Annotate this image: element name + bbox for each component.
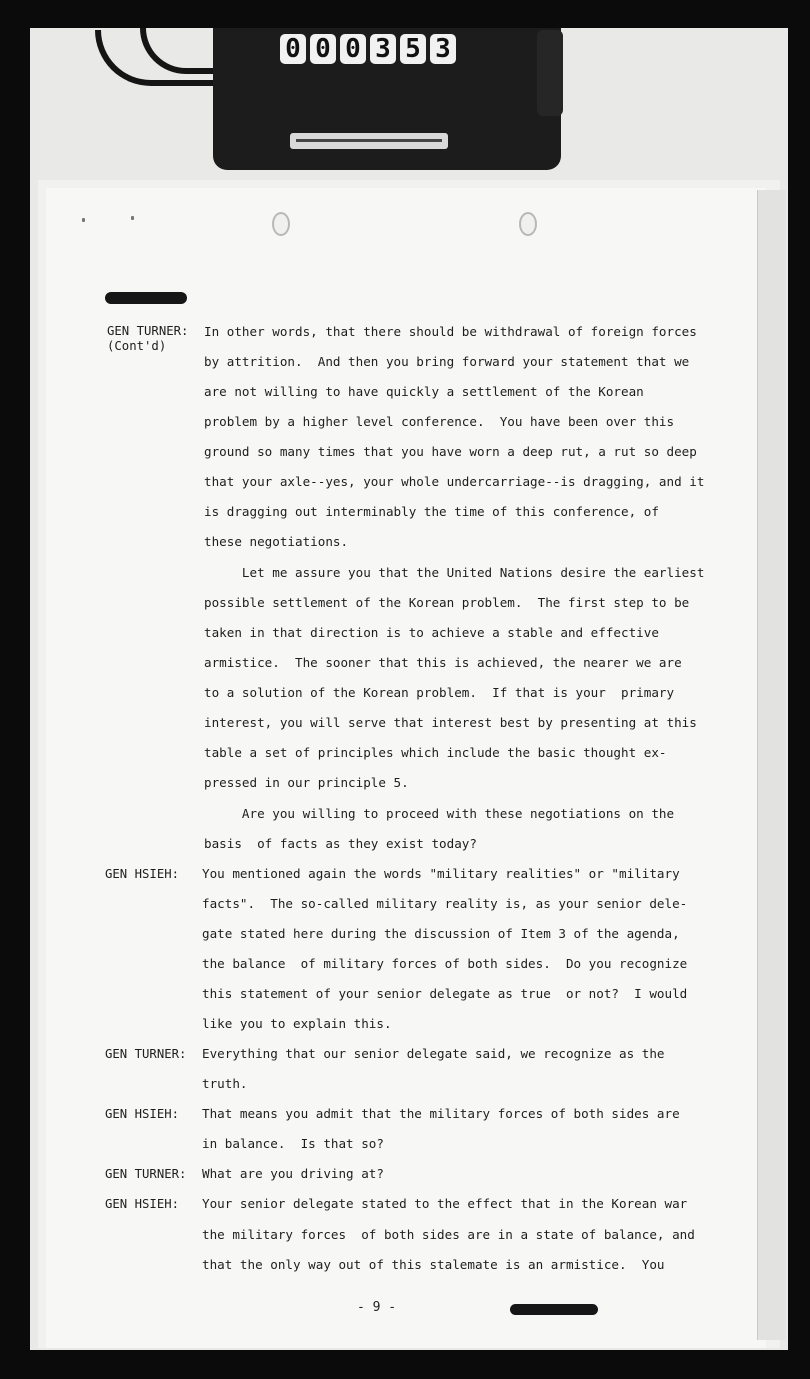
body-line: that the only way out of this stalemate is an armistice. You	[202, 1257, 665, 1272]
body-line: You mentioned again the words "military realities" or "military	[202, 866, 680, 881]
body-line: this statement of your senior delegate as true or not? I would	[202, 986, 688, 1001]
body-line: in balance. Is that so?	[202, 1136, 384, 1151]
body-line: basis of facts as they exist today?	[204, 836, 477, 851]
speaker-label: GEN TURNER:	[105, 1047, 187, 1061]
body-line: table a set of principles which include the basic thought ex-	[204, 745, 667, 760]
body-line: to a solution of the Korean problem. If that is your primary	[204, 685, 675, 700]
body-line: Let me assure you that the United Nations desire the earliest	[204, 565, 705, 580]
speck	[82, 218, 85, 222]
speaker-label: GEN TURNER:	[105, 1167, 187, 1181]
body-line: Your senior delegate stated to the effect that in the Korean war	[202, 1196, 688, 1211]
body-line: Everything that our senior delegate said, we recognize as the	[202, 1046, 665, 1061]
counter-digit: 3	[370, 34, 396, 64]
body-line: like you to explain this.	[202, 1016, 392, 1031]
body-line: the military forces of both sides are in a state of balance, and	[202, 1227, 695, 1242]
body-line: gate stated here during the discussion of Item 3 of the agenda,	[202, 926, 680, 941]
counter-digit: 0	[310, 34, 336, 64]
counter-digit: 3	[430, 34, 456, 64]
body-line: In other words, that there should be withdrawal of foreign forces	[204, 324, 697, 339]
body-line: facts". The so-called military reality is, as your senior dele-	[202, 896, 688, 911]
punch-hole-icon	[519, 212, 537, 236]
body-line: armistice. The sooner that this is achieved, the nearer we are	[204, 655, 682, 670]
counter-digit: 0	[280, 34, 306, 64]
punch-hole-icon	[272, 212, 290, 236]
counter-slot	[290, 133, 448, 149]
body-line: interest, you will serve that interest best by presenting at this	[204, 715, 697, 730]
body-line: What are you driving at?	[202, 1166, 384, 1181]
speaker-label: GEN TURNER:	[107, 324, 189, 338]
body-line: by attrition. And then you bring forward your statement that we	[204, 354, 690, 369]
redaction-mark	[105, 292, 187, 304]
speaker-label: GEN HSIEH:	[105, 867, 180, 881]
body-line: these negotiations.	[204, 534, 349, 549]
body-line: that your axle--yes, your whole undercarriage--is dragging, and it	[204, 474, 705, 489]
counter-digits	[280, 34, 456, 64]
page-edge	[757, 190, 786, 1340]
body-line: truth.	[202, 1076, 248, 1091]
body-line: taken in that direction is to achieve a stable and effective	[204, 625, 659, 640]
speck	[131, 216, 134, 220]
speaker-label: GEN HSIEH:	[105, 1197, 180, 1211]
page-number: - 9 -	[357, 1300, 397, 1315]
body-line: problem by a higher level conference. You have been over this	[204, 414, 675, 429]
body-line: pressed in our principle 5.	[204, 775, 409, 790]
speaker-label-sub: (Cont'd)	[107, 339, 167, 353]
body-line: the balance of military forces of both sides. Do you recognize	[202, 956, 688, 971]
body-line: possible settlement of the Korean problem. The first step to be	[204, 595, 690, 610]
speaker-label: GEN HSIEH:	[105, 1107, 180, 1121]
body-line: is dragging out interminably the time of this conference, of	[204, 504, 659, 519]
body-line: That means you admit that the military forces of both sides are	[202, 1106, 680, 1121]
body-line: are not willing to have quickly a settlement of the Korean	[204, 384, 644, 399]
counter-digit: 0	[340, 34, 366, 64]
redaction-mark	[510, 1304, 598, 1315]
body-line: ground so many times that you have worn a deep rut, a rut so deep	[204, 444, 697, 459]
counter-digit: 5	[400, 34, 426, 64]
body-line: Are you willing to proceed with these negotiations on the	[204, 806, 675, 821]
counter-knob	[537, 30, 563, 116]
